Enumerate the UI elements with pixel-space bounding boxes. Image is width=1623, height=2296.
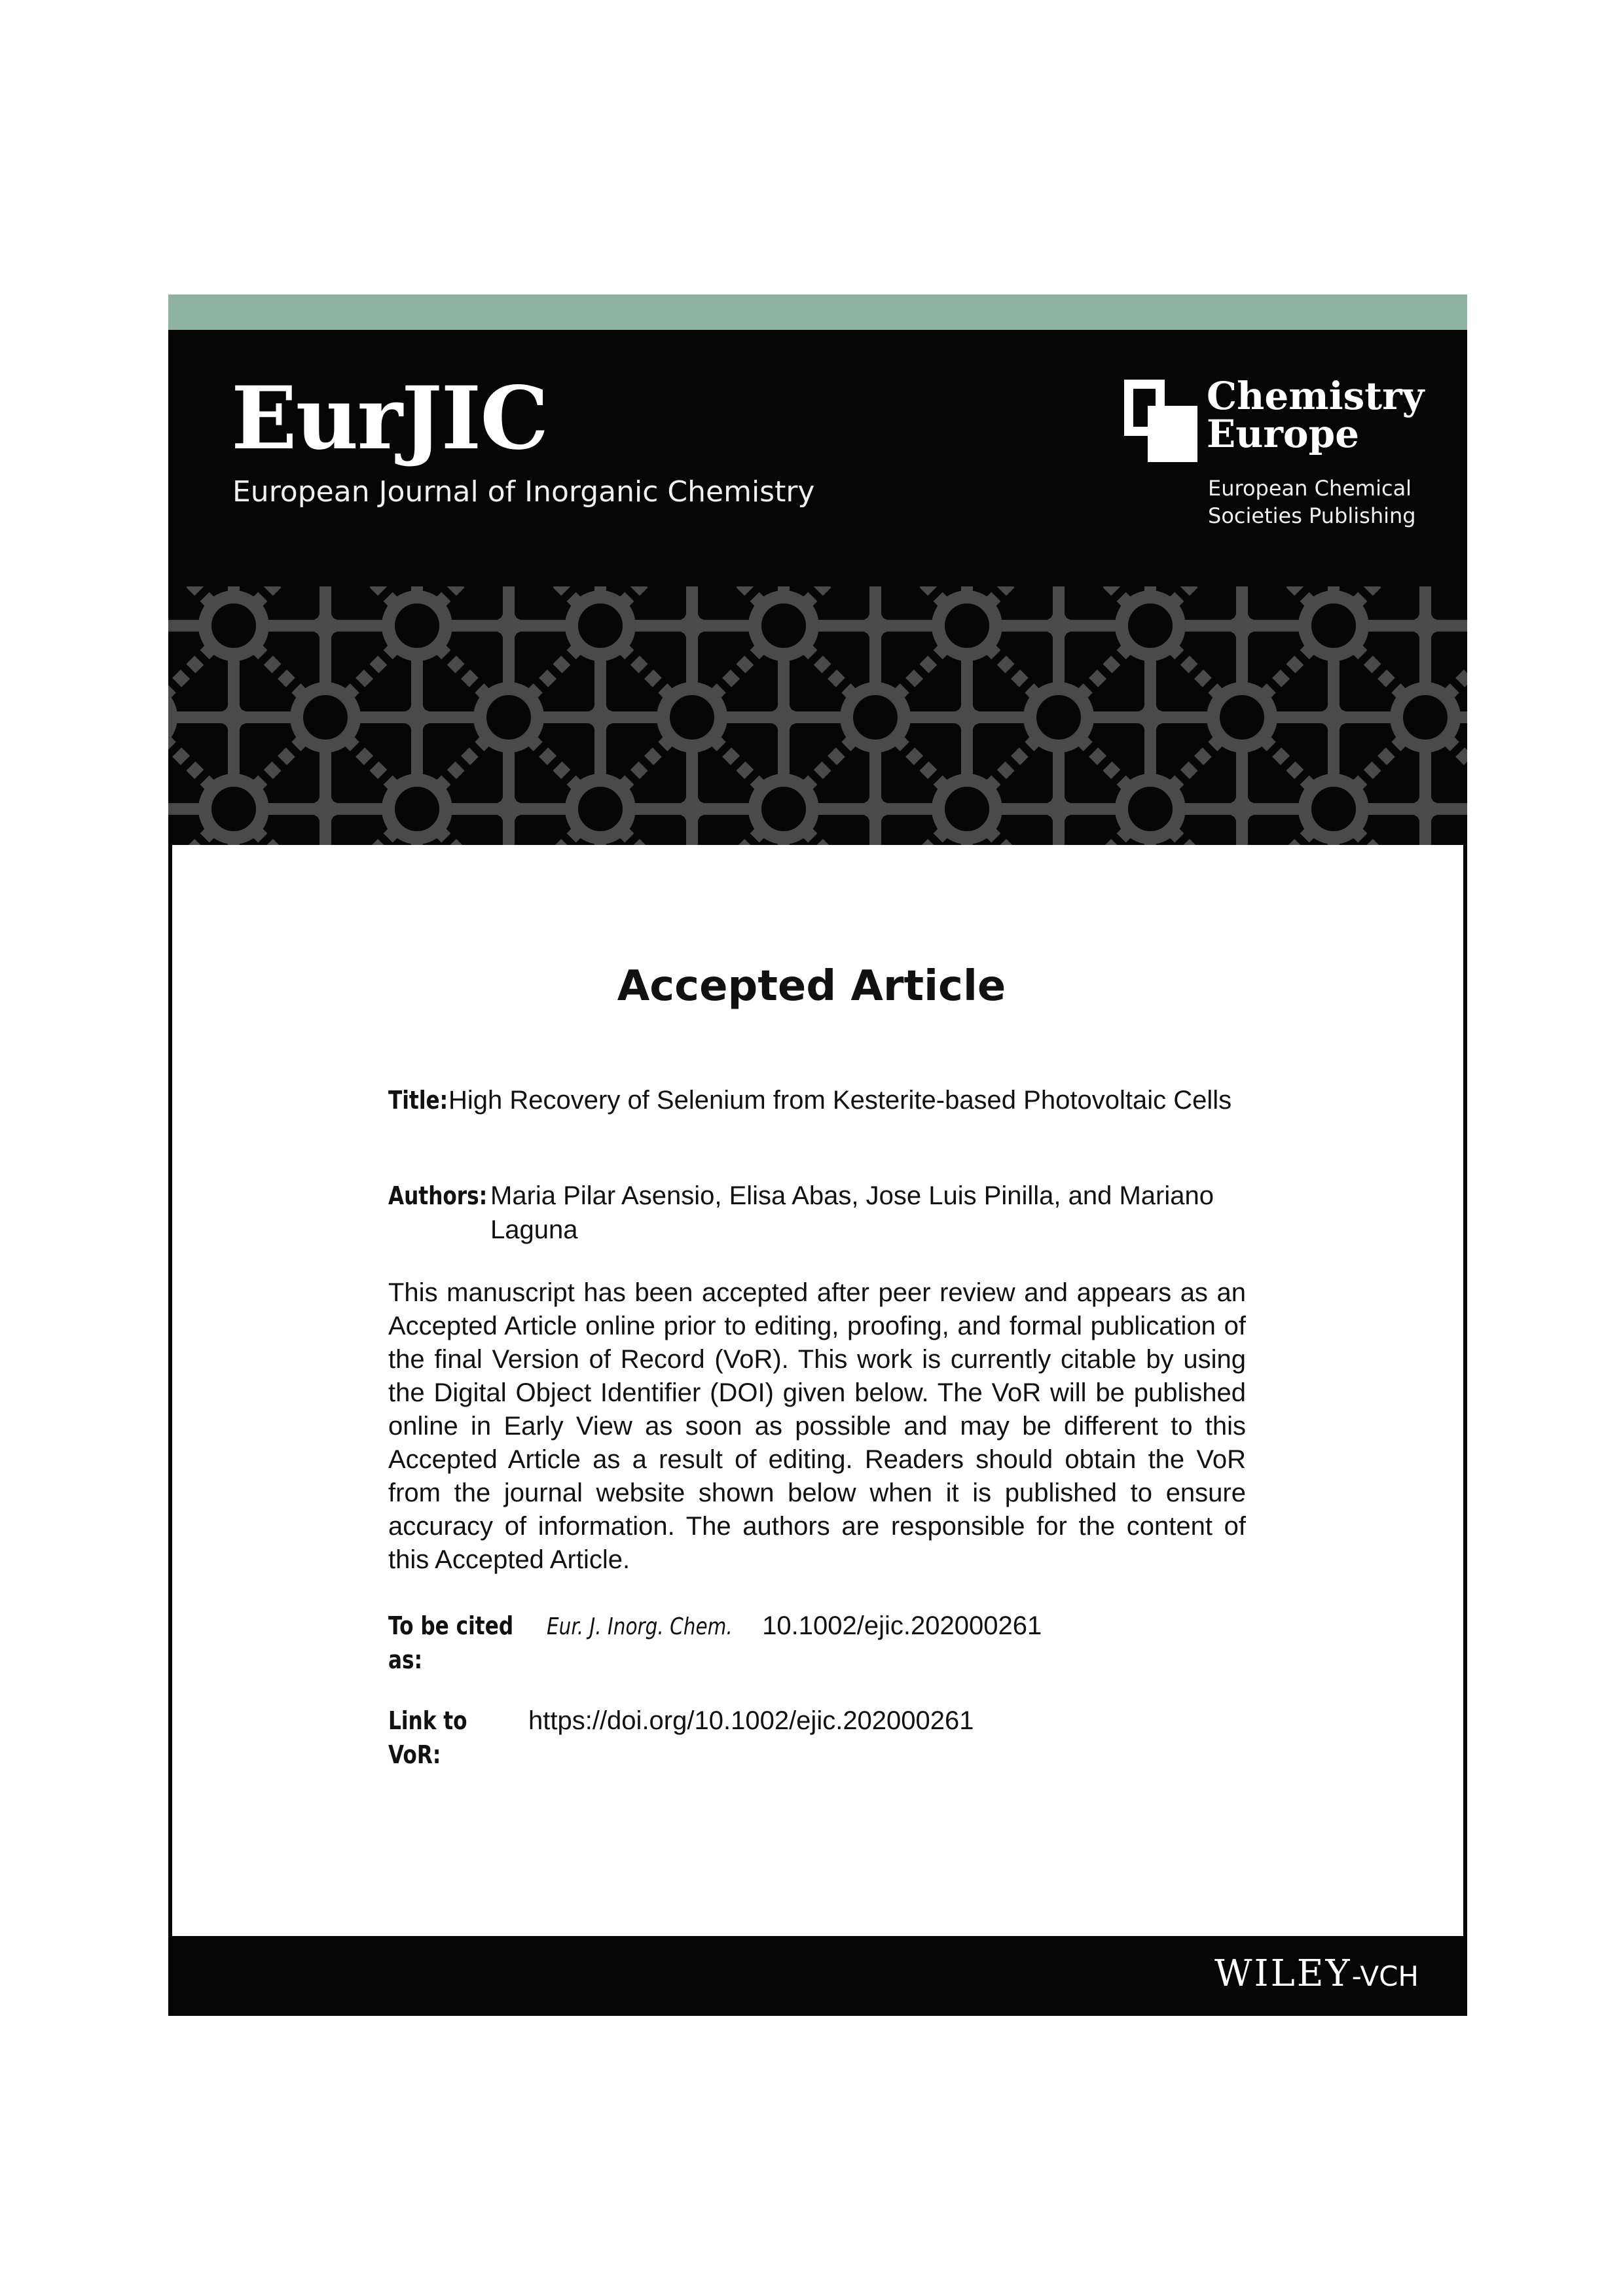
- publisher-tagline-line2: Societies Publishing: [1208, 503, 1416, 528]
- citation-row: [388, 1609, 1246, 1677]
- vch-wordmark: -VCH: [1351, 1960, 1419, 1992]
- publisher-logo: [1124, 374, 1451, 537]
- article-title: High Recovery of Selenium from Kesterite-based Photovoltaic Cells: [448, 1086, 1232, 1115]
- publisher-name: [1207, 374, 1425, 456]
- wiley-wordmark: WILEY: [1214, 1952, 1352, 1995]
- journal-logo: EurJIC: [231, 368, 548, 469]
- authors-row: [388, 1179, 1246, 1247]
- footer-bar: [168, 1936, 1467, 2016]
- title-label: Title:: [388, 1086, 448, 1115]
- lattice-pattern-icon: [168, 586, 1467, 845]
- vor-link-row: [388, 1704, 1246, 1772]
- vor-link-label: Link to VoR:: [388, 1706, 467, 1769]
- decorative-pattern-band: [168, 586, 1467, 845]
- accepted-article-notice: This manuscript has been accepted after peer review and appears as an Accepted Article online prior to editing, proofing, and formal publication of the final Version of Record (VoR). This work is currently citable by using the Digital Object Identifier (DOI) given below. The VoR will be published online in Early View as soon as possible and may be different to this Accepted Article as a result of editing. Readers should obtain the VoR from the journal website shown below when it is published to ensure accuracy of information. The authors are responsible for the content of this Accepted Article.: [388, 1278, 1246, 1574]
- vor-link[interactable]: https://doi.org/10.1002/ejic.202000261: [528, 1706, 974, 1735]
- accepted-article-heading: Accepted Article: [617, 962, 1006, 1011]
- publisher-name-line2: Europe: [1207, 412, 1360, 456]
- cite-label: To be cited as:: [388, 1611, 514, 1674]
- authors-label: Authors:: [388, 1181, 488, 1210]
- cite-journal: Eur. J. Inorg. Chem.: [547, 1613, 733, 1640]
- publisher-tagline-line1: European Chemical: [1208, 476, 1412, 501]
- publisher-tagline: [1208, 475, 1416, 529]
- cite-doi: 10.1002/ejic.202000261: [762, 1611, 1042, 1640]
- wiley-vch-logo: [1214, 1952, 1419, 1995]
- article-authors: Maria Pilar Asensio, Elisa Abas, Jose Luis Pinilla, and Mariano Laguna: [490, 1181, 1214, 1244]
- title-row: [388, 1083, 1246, 1117]
- journal-subtitle: European Journal of Inorganic Chemistry: [232, 475, 815, 509]
- accent-bar: [168, 295, 1467, 330]
- chemistry-europe-mark-icon: [1124, 380, 1197, 462]
- publisher-name-line1: Chemistry: [1207, 374, 1425, 418]
- journal-header: [168, 330, 1467, 586]
